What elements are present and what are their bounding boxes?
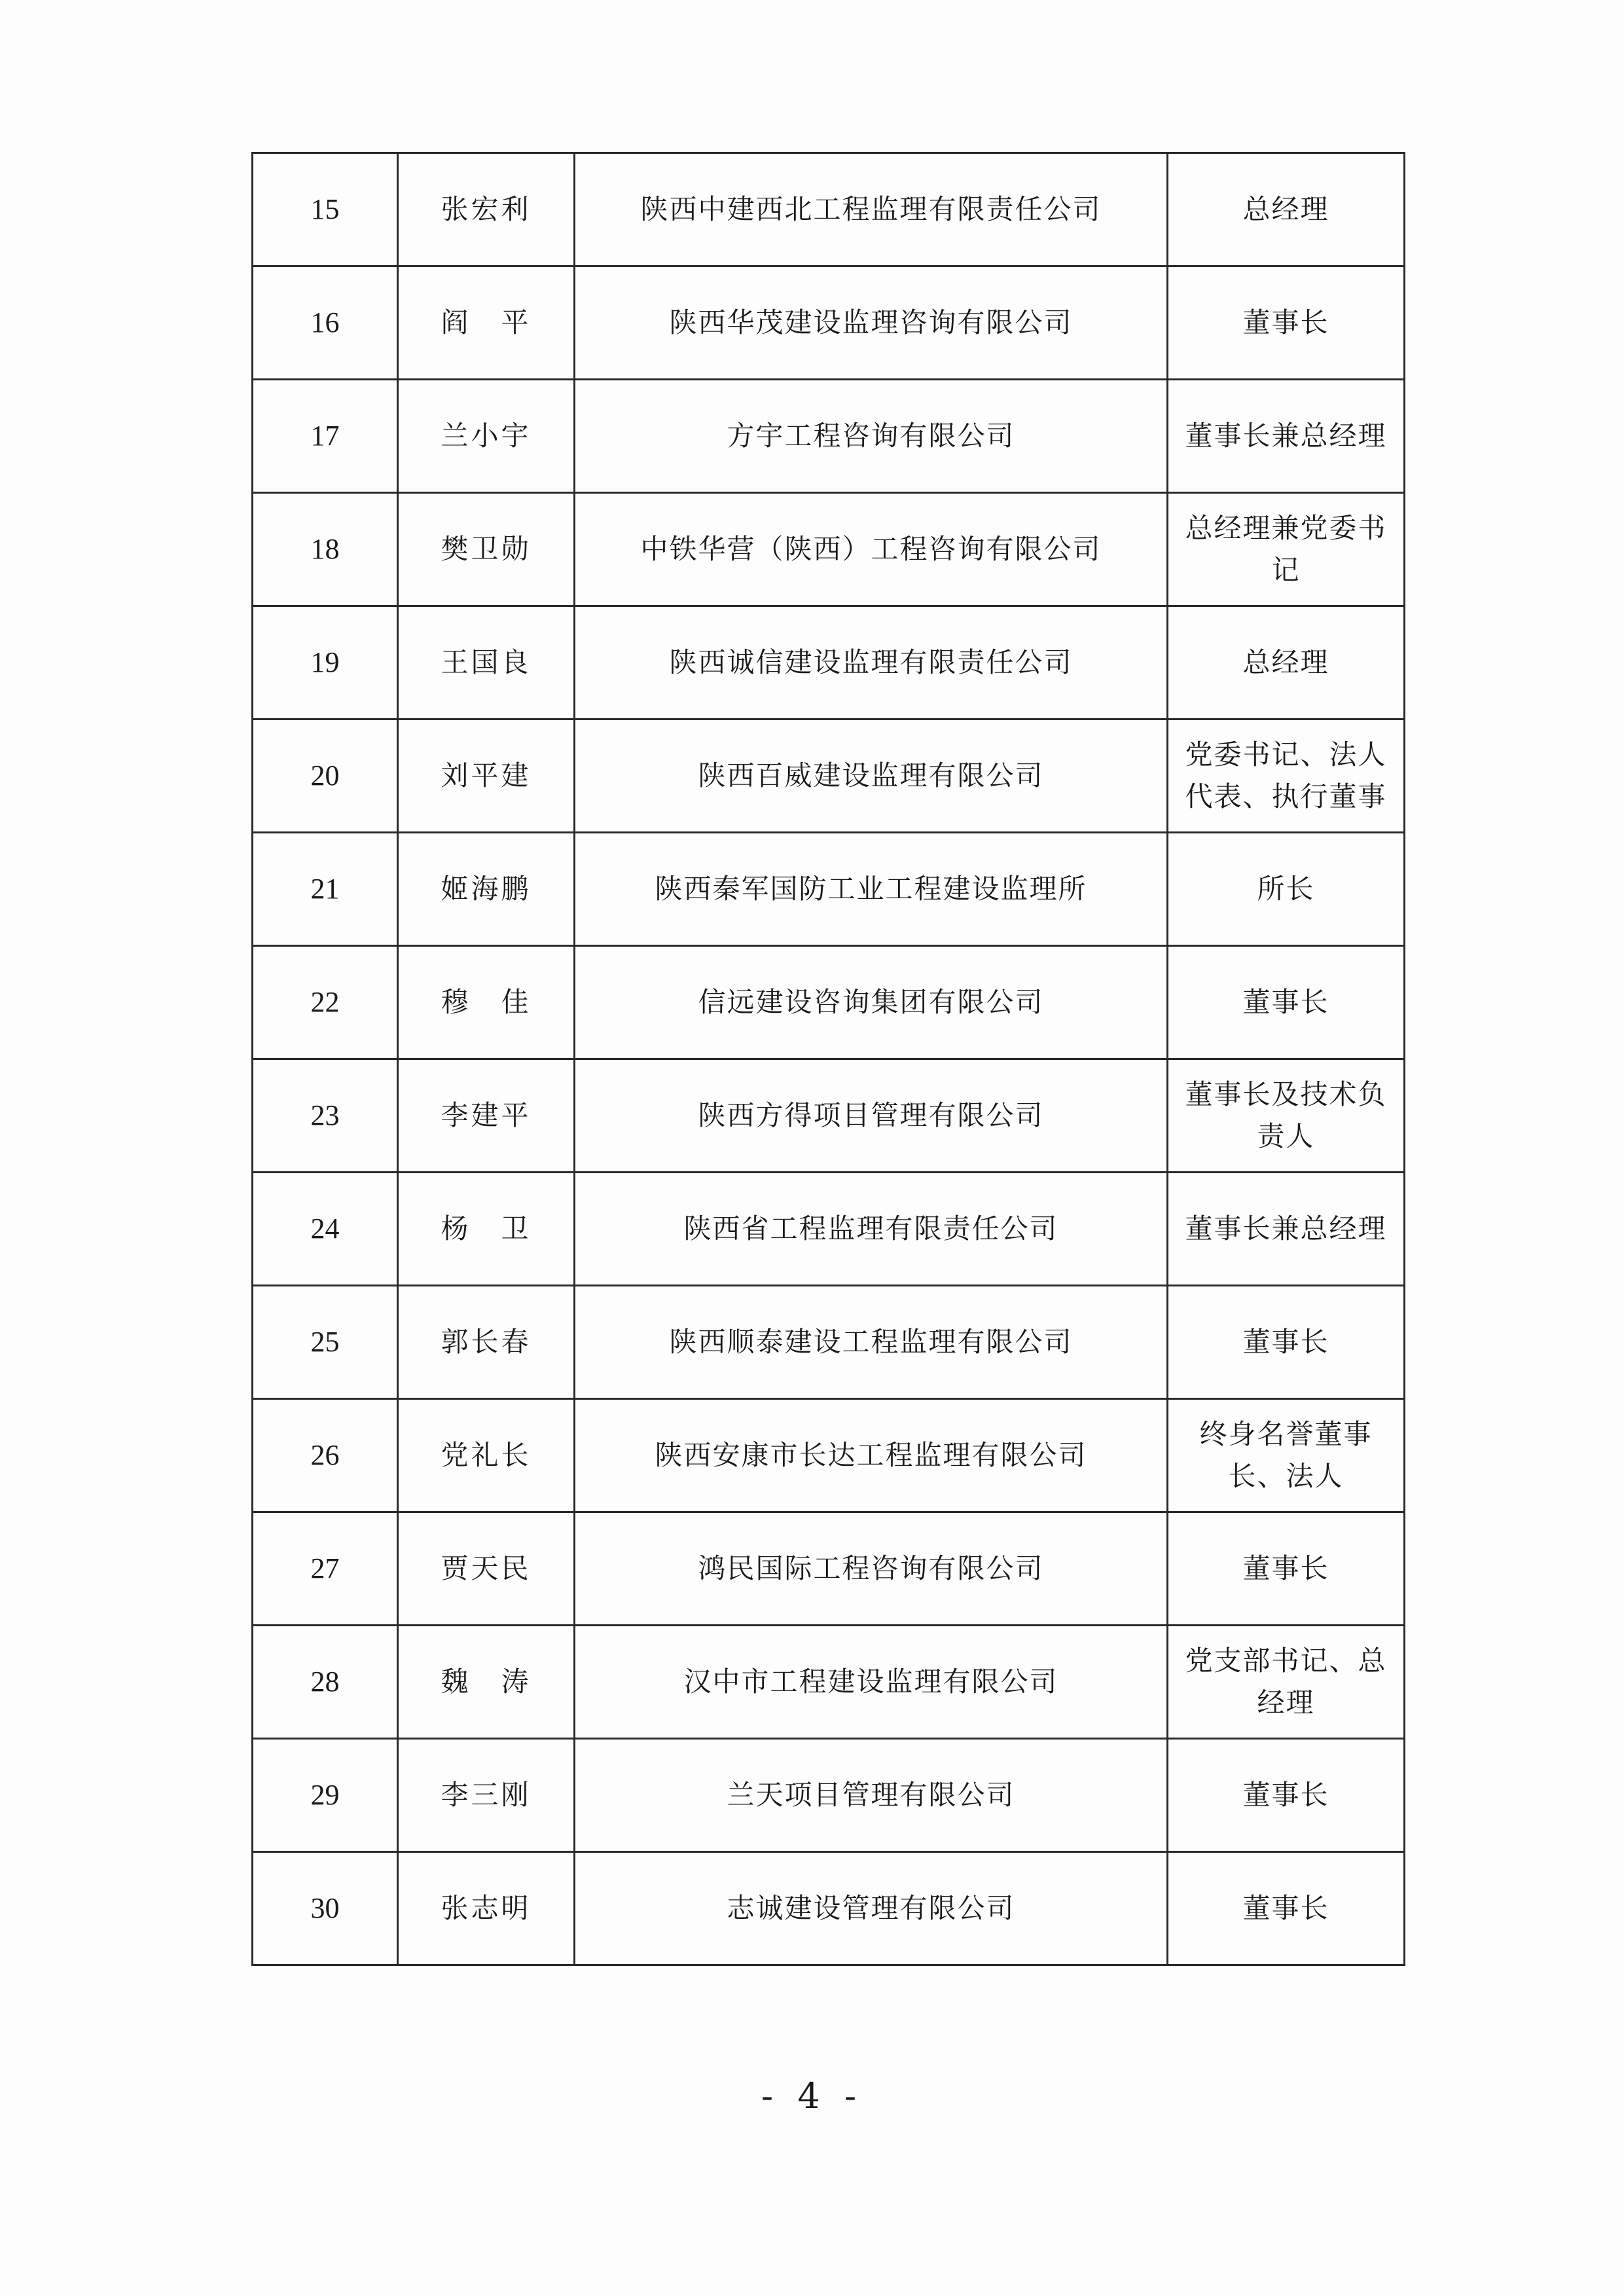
position-title: 董事长 — [1168, 1852, 1405, 1965]
table-row — [253, 1286, 1405, 1399]
company-name: 陕西中建西北工程监理有限责任公司 — [575, 153, 1168, 266]
position-title: 董事长 — [1168, 1739, 1405, 1852]
person-name: 贾天民 — [398, 1512, 575, 1626]
position-title: 董事长 — [1168, 1512, 1405, 1626]
company-name: 陕西诚信建设监理有限责任公司 — [575, 606, 1168, 720]
position-title: 党委书记、法人代表、执行董事 — [1168, 720, 1405, 833]
company-name: 陕西方得项目管理有限公司 — [575, 1059, 1168, 1173]
row-number: 26 — [253, 1399, 398, 1512]
position-title: 董事长 — [1168, 946, 1405, 1059]
company-name: 信远建设咨询集团有限公司 — [575, 946, 1168, 1059]
person-name: 樊卫勋 — [398, 493, 575, 606]
company-name: 陕西华茂建设监理咨询有限公司 — [575, 266, 1168, 380]
table-row — [253, 1852, 1405, 1965]
company-name: 志诚建设管理有限公司 — [575, 1852, 1168, 1965]
table-row — [253, 720, 1405, 833]
company-name: 中铁华营（陕西）工程咨询有限公司 — [575, 493, 1168, 606]
person-name: 李三刚 — [398, 1739, 575, 1852]
position-title: 党支部书记、总经理 — [1168, 1626, 1405, 1739]
person-name: 兰小宇 — [398, 380, 575, 493]
company-name: 陕西秦军国防工业工程建设监理所 — [575, 833, 1168, 946]
person-name: 杨 卫 — [398, 1173, 575, 1286]
position-title: 董事长及技术负责人 — [1168, 1059, 1405, 1173]
row-number: 23 — [253, 1059, 398, 1173]
table-row — [253, 1173, 1405, 1286]
company-name: 陕西顺泰建设工程监理有限公司 — [575, 1286, 1168, 1399]
person-name: 张宏利 — [398, 153, 575, 266]
table-row — [253, 1512, 1405, 1626]
position-title: 董事长兼总经理 — [1168, 380, 1405, 493]
position-title: 总经理 — [1168, 153, 1405, 266]
row-number: 25 — [253, 1286, 398, 1399]
row-number: 17 — [253, 380, 398, 493]
row-number: 16 — [253, 266, 398, 380]
person-name: 魏 涛 — [398, 1626, 575, 1739]
position-title: 董事长 — [1168, 1286, 1405, 1399]
person-name: 党礼长 — [398, 1399, 575, 1512]
row-number: 22 — [253, 946, 398, 1059]
table-row — [253, 266, 1405, 380]
position-title: 董事长 — [1168, 266, 1405, 380]
row-number: 27 — [253, 1512, 398, 1626]
table-row — [253, 380, 1405, 493]
table-row — [253, 833, 1405, 946]
company-name: 陕西省工程监理有限责任公司 — [575, 1173, 1168, 1286]
table-row — [253, 1059, 1405, 1173]
row-number: 21 — [253, 833, 398, 946]
row-number: 20 — [253, 720, 398, 833]
row-number: 24 — [253, 1173, 398, 1286]
table-row — [253, 1739, 1405, 1852]
table-row — [253, 1626, 1405, 1739]
row-number: 15 — [253, 153, 398, 266]
position-title: 总经理兼党委书记 — [1168, 493, 1405, 606]
person-name: 王国良 — [398, 606, 575, 720]
company-name: 方宇工程咨询有限公司 — [575, 380, 1168, 493]
row-number: 30 — [253, 1852, 398, 1965]
table-row — [253, 1399, 1405, 1512]
position-title: 董事长兼总经理 — [1168, 1173, 1405, 1286]
person-name: 姬海鹏 — [398, 833, 575, 946]
page-number: - 4 - — [761, 2075, 863, 2117]
table-row — [253, 153, 1405, 266]
company-name: 兰天项目管理有限公司 — [575, 1739, 1168, 1852]
table-row — [253, 493, 1405, 606]
row-number: 19 — [253, 606, 398, 720]
row-number: 28 — [253, 1626, 398, 1739]
person-name: 张志明 — [398, 1852, 575, 1965]
position-title: 终身名誉董事长、法人 — [1168, 1399, 1405, 1512]
table-row — [253, 946, 1405, 1059]
position-title: 总经理 — [1168, 606, 1405, 720]
company-name: 鸿民国际工程咨询有限公司 — [575, 1512, 1168, 1626]
person-name: 刘平建 — [398, 720, 575, 833]
person-name: 郭长春 — [398, 1286, 575, 1399]
member-table — [251, 152, 1405, 1966]
company-name: 陕西安康市长达工程监理有限公司 — [575, 1399, 1168, 1512]
row-number: 18 — [253, 493, 398, 606]
position-title: 所长 — [1168, 833, 1405, 946]
person-name: 穆 佳 — [398, 946, 575, 1059]
table-row — [253, 606, 1405, 720]
company-name: 汉中市工程建设监理有限公司 — [575, 1626, 1168, 1739]
company-name: 陕西百威建设监理有限公司 — [575, 720, 1168, 833]
person-name: 阎 平 — [398, 266, 575, 380]
person-name: 李建平 — [398, 1059, 575, 1173]
row-number: 29 — [253, 1739, 398, 1852]
